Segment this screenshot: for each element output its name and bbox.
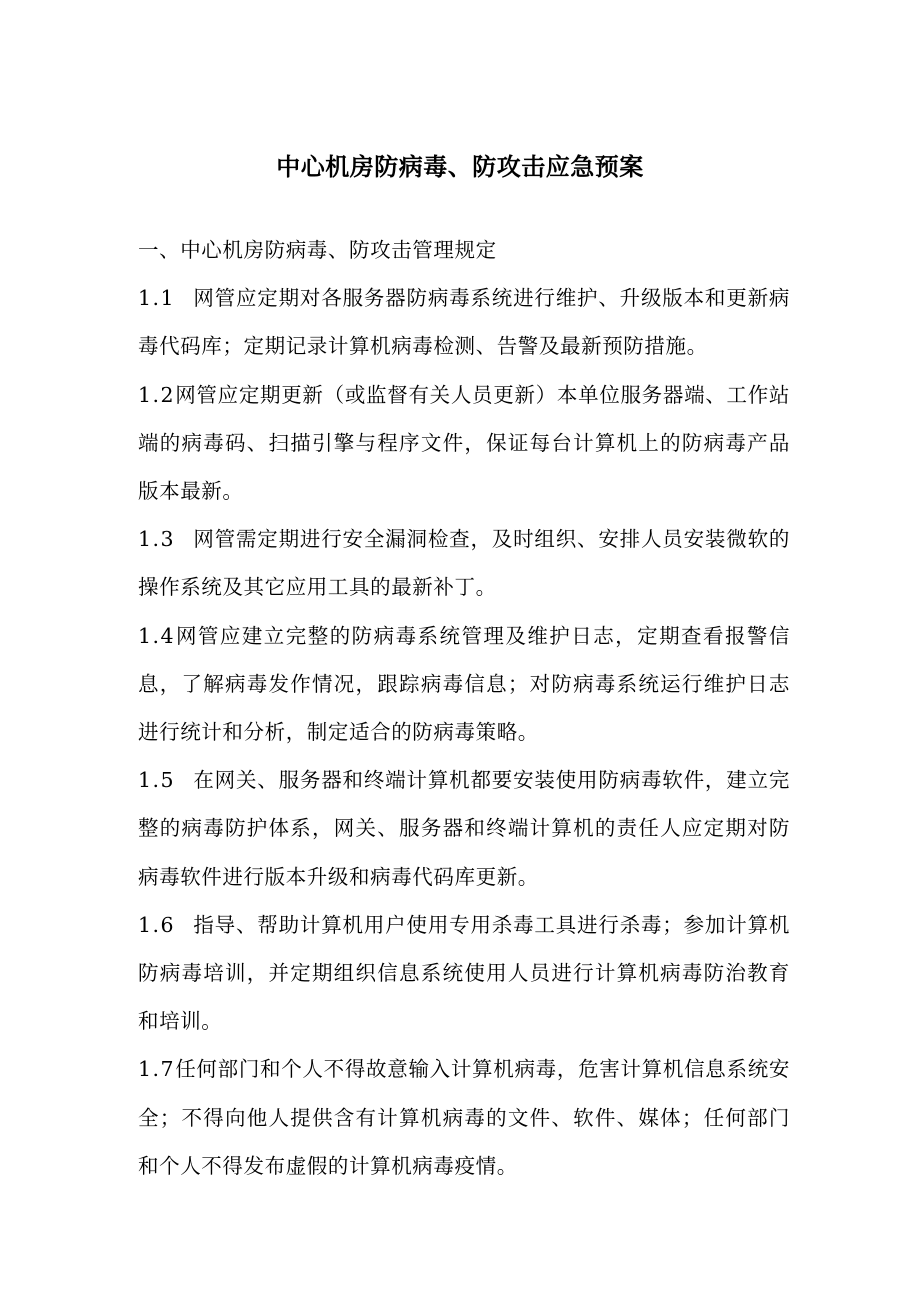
clause-text: 任何部门和个人不得故意输入计算机病毒，危害计算机信息系统安全；不得向他人提供含有计算机病毒的文件、软件、媒体；任何部门和个人不得发布虚假的计算机病毒疫情。: [138, 1057, 790, 1178]
clause-text: 指导、帮助计算机用户使用专用杀毒工具进行杀毒；参加计算机防病毒培训，并定期组织信息系统使用人员进行计算机病毒防治教育和培训。: [138, 912, 790, 1034]
clause-1-4: [138, 612, 790, 757]
clause-number: 1.4: [138, 623, 176, 648]
clause-number: 1.6: [138, 912, 176, 937]
document-title: 中心机房防病毒、防攻击应急预案: [276, 152, 644, 181]
clause-text: 在网关、服务器和终端计算机都要安装使用防病毒软件，建立完整的病毒防护体系，网关、服务器和终端计算机的责任人应定期对防病毒软件进行版本升级和病毒代码库更新。: [138, 768, 790, 889]
document-body: [138, 226, 790, 1190]
clause-1-7: [138, 1045, 790, 1190]
clause-number: 1.1: [138, 286, 176, 311]
clause-text: 网管应建立完整的防病毒系统管理及维护日志，定期查看报警信息，了解病毒发作情况，跟踪病毒信息；对防病毒系统运行维护日志进行统计和分析，制定适合的防病毒策略。: [138, 623, 790, 745]
clause-text: 网管需定期进行安全漏洞检查，及时组织、安排人员安装微软的操作系统及其它应用工具的最新补丁。: [138, 527, 790, 600]
clause-number: 1.7: [138, 1057, 176, 1082]
clause-1-1: [138, 274, 790, 370]
clause-1-3: [138, 515, 790, 611]
clause-text: 网管应定期对各服务器防病毒系统进行维护、升级版本和更新病毒代码库；定期记录计算机病毒检测、告警及最新预防措施。: [138, 286, 790, 359]
clause-1-5: [138, 756, 790, 901]
clause-1-2: [138, 371, 790, 516]
clause-text: 网管应定期更新（或监督有关人员更新）本单位服务器端、工作站端的病毒码、扫描引擎与程序文件，保证每台计算机上的防病毒产品版本最新。: [138, 382, 790, 504]
clause-number: 1.2: [138, 382, 176, 407]
clause-1-6: [138, 901, 790, 1046]
clause-number: 1.5: [138, 768, 176, 793]
clause-number: 1.3: [138, 527, 176, 552]
section-heading: 一、中心机房防病毒、防攻击管理规定: [138, 238, 497, 262]
